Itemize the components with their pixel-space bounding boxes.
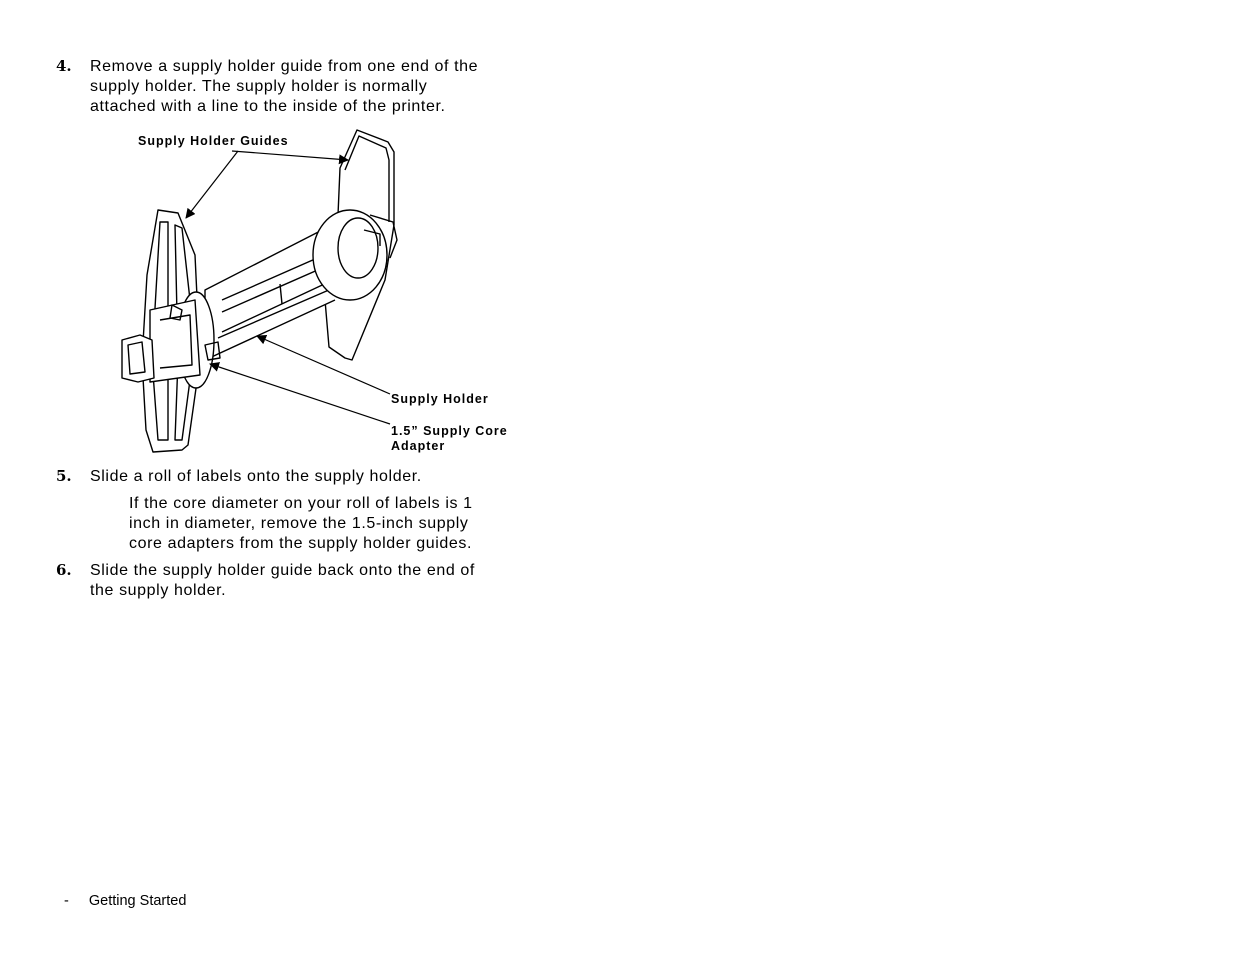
leader-guides-left — [186, 151, 238, 218]
step-number: 4. — [56, 57, 72, 75]
step-number: 5. — [56, 467, 72, 485]
step-5-note: If the core diameter on your roll of labels is 1 inch in diameter, remove the 1.5-inch supply core adapters from the supply holder guides. — [129, 495, 473, 552]
label-core-adapter: 1.5” Supply Core Adapter — [391, 424, 508, 453]
step-number: 6. — [56, 561, 72, 579]
page-footer — [64, 893, 186, 909]
step-6 — [56, 561, 556, 601]
footer-section: Getting Started — [88, 893, 187, 909]
left-end-cap — [122, 335, 154, 382]
leader-adapter — [210, 364, 390, 424]
step-text: Remove a supply holder guide from one end of the supply holder. The supply holder is normally attached with a line to the inside of the printer. — [90, 58, 479, 115]
label-supply-holder: Supply Holder — [391, 392, 489, 406]
step-text: Slide a roll of labels onto the supply holder. — [90, 468, 422, 485]
leader-guides-right — [232, 151, 348, 160]
leader-holder — [257, 336, 390, 394]
step-5 — [56, 467, 556, 487]
footer-dash: - — [64, 893, 69, 909]
right-hub — [313, 210, 387, 300]
label-supply-holder-guides: Supply Holder Guides — [138, 134, 289, 148]
step-text: Slide the supply holder guide back onto the end of the supply holder. — [90, 562, 475, 599]
